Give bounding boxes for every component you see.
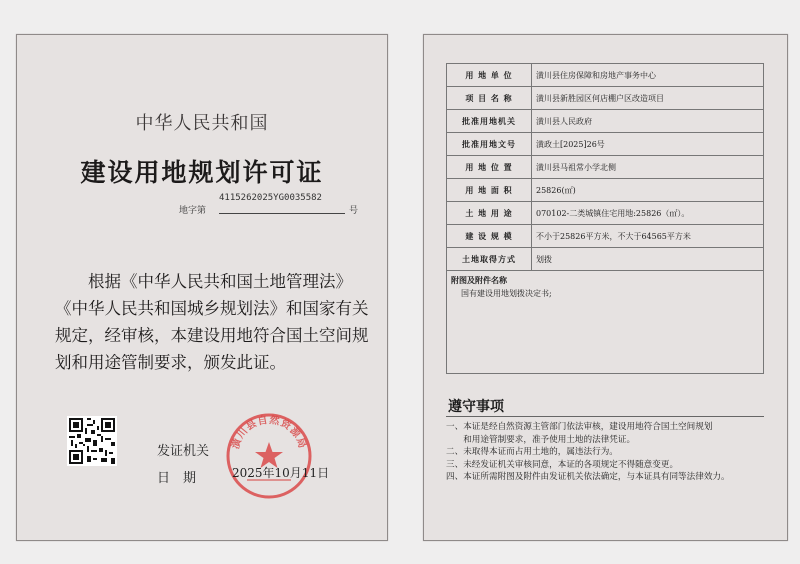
- row-label: 用 地 单 位: [447, 64, 532, 87]
- row-value: 潢政土[2025]26号: [532, 133, 764, 156]
- notice-item: 一、本证是经自然资源主管部门依法审核，建设用地符合国土空间规划: [446, 422, 713, 432]
- row-label: 批准用地文号: [447, 133, 532, 156]
- table-row: [447, 202, 764, 225]
- notice-item: 二、未取得本证而占用土地的，属违法行为。: [446, 447, 618, 457]
- table-row: [447, 87, 764, 110]
- row-label: 用 地 面 积: [447, 179, 532, 202]
- issuer-label: 发证机关: [157, 444, 210, 459]
- certificate-right-page: [423, 34, 788, 541]
- certificate-body: 根据《中华人民共和国土地管理法》《中华人民共和国城乡规划法》和国家有关规定，经审核，本建设用地符合国土空间规划和用途管制要求，颁发此证。: [55, 272, 369, 372]
- certificate-title: 建设用地规划许可证: [80, 158, 324, 187]
- notice-list: [446, 421, 764, 484]
- table-row: [447, 248, 764, 271]
- table-row: [447, 64, 764, 87]
- row-label: 批准用地机关: [447, 110, 532, 133]
- row-value: 潢川县马祖常小学北侧: [532, 156, 764, 179]
- land-info-table: [446, 63, 764, 374]
- seal-text: 潢川县自然资源局: [230, 414, 308, 451]
- notice-item: 和用途管制要求，准予使用土地的法律凭证。: [446, 434, 636, 445]
- table-row: [447, 225, 764, 248]
- serial-label: 地字第: [179, 206, 207, 216]
- row-label: 土地取得方式: [447, 248, 532, 271]
- attachment-cell: [447, 271, 764, 374]
- table-row: [447, 133, 764, 156]
- row-label: 用 地 位 置: [447, 156, 532, 179]
- serial-number: 4115262025YG0035582: [219, 193, 322, 203]
- table-row: [447, 156, 764, 179]
- country-name: 中华人民共和国: [135, 113, 269, 134]
- notice-title: 遵守事项: [448, 399, 504, 415]
- qr-code-icon: [67, 416, 117, 466]
- row-value: 潢川县新胜园区何店棚户区改造项目: [532, 87, 764, 110]
- table-row: [447, 110, 764, 133]
- row-value: 070102-二类城镇住宅用地:25826（㎡）。: [532, 202, 764, 225]
- row-value: 潢川县人民政府: [532, 110, 764, 133]
- row-label: 项 目 名 称: [447, 87, 532, 110]
- notice-item: 四、本证所需附图及附件由发证机关依法确定，与本证具有同等法律效力。: [446, 472, 730, 482]
- attachment-row: [447, 271, 764, 374]
- issue-date: 2025年10月11日: [232, 466, 330, 480]
- row-value: 不小于25826平方米，不大于64565平方米: [532, 225, 764, 248]
- serial-number-field: [179, 193, 369, 216]
- serial-underline: [219, 213, 345, 214]
- serial-suffix: 号: [349, 206, 359, 216]
- table-row: [447, 179, 764, 202]
- row-value: 25826(㎡): [532, 179, 764, 202]
- notice-item: 三、未经发证机关审核同意，本证的各项规定不得随意变更。: [446, 459, 679, 470]
- row-label: 土 地 用 途: [447, 202, 532, 225]
- certificate-left-page: [16, 34, 388, 541]
- official-seal-icon: [225, 412, 313, 500]
- date-label: 日 期: [157, 471, 197, 486]
- attachment-title: 附图及附件名称: [451, 275, 507, 285]
- row-value: 划拨: [532, 248, 764, 271]
- notice-divider: [446, 416, 764, 417]
- row-label: 建 设 规 模: [447, 225, 532, 248]
- attachment-content: 国有建设用地划拨决定书;: [461, 289, 552, 298]
- row-value: 潢川县住房保障和房地产事务中心: [532, 64, 764, 87]
